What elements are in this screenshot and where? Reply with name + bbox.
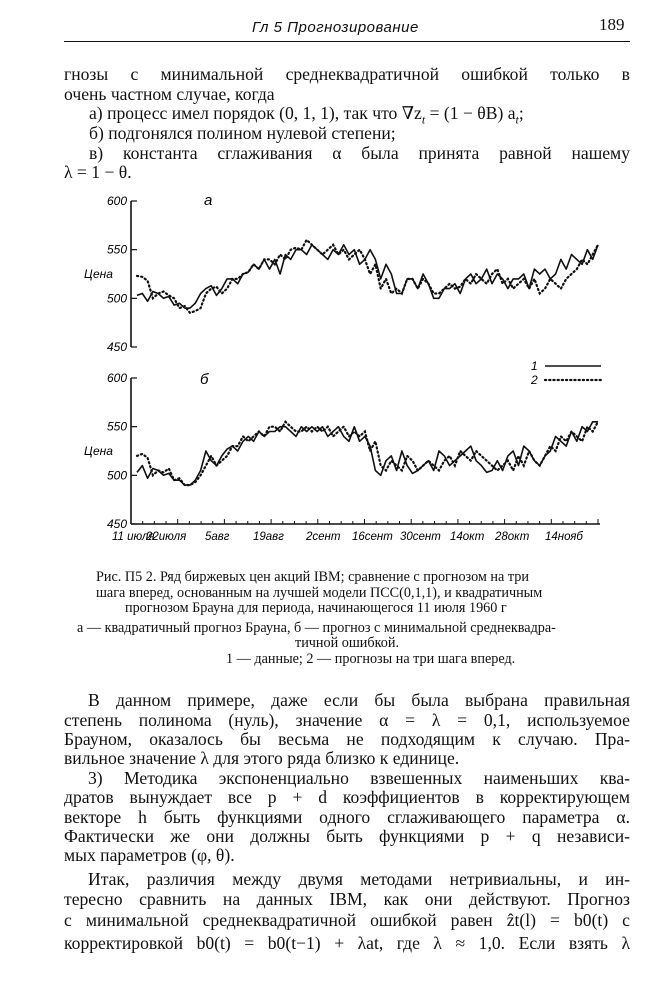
- list-item-a-text: ;: [518, 103, 524, 123]
- figure-caption-line1: [96, 569, 529, 586]
- text-line: дратов вынуждает все p + d коэффициентов в корректирующем: [64, 787, 630, 807]
- forecast-series-line: [137, 240, 598, 313]
- x-tick-label: 30сент: [400, 531, 441, 543]
- text-line: Брауном, оказалось бы весьма не подходящим к случаю. Пра-: [64, 729, 630, 749]
- text-line: мых параметров (φ, θ).: [64, 845, 235, 865]
- caption-text: тичной ошибкой.: [295, 635, 399, 651]
- text-line: λ = 1 − θ.: [64, 162, 132, 182]
- x-tick-label: 28окт: [495, 531, 530, 543]
- text-line: Итак, различия между двумя методами нетривиальны, и ин-: [88, 869, 630, 889]
- forecast-series-line: [137, 422, 598, 485]
- y-tick-label: 550: [106, 242, 127, 257]
- list-item-a-text: а) процесс имел порядок (0, 1, 1), так что ∇z: [89, 103, 422, 123]
- list-item-a-text: = (1 − θB) a: [425, 103, 516, 123]
- subscript: t: [421, 112, 426, 127]
- x-tick-label: 22июля: [146, 531, 187, 543]
- text-line: векторе h быть функциями одного сглаживающего параметра α.: [64, 807, 630, 827]
- y-tick-label: 550: [106, 419, 127, 434]
- caption-text: а — квадратичный прогноз Брауна, б — прогноз с минимальной среднеквадра-: [77, 620, 556, 636]
- text-line: корректировкой b0(t) = b0(t−1) + λat, где λ ≈ 1,0. Если взять λ: [64, 933, 630, 953]
- y-tick-label: 450: [106, 517, 127, 531]
- subscript: t: [515, 112, 519, 127]
- page-number: 189: [599, 15, 625, 34]
- y-tick-label: 600: [106, 371, 127, 385]
- y-tick-label: 500: [106, 468, 127, 483]
- caption-text: Ряд биржевых цен акций IBM; сравнение с прогнозом на три: [159, 569, 529, 585]
- y-tick-label: 450: [106, 340, 127, 354]
- running-title: Гл 5 Прогнозирование: [252, 19, 419, 36]
- figure-label: Рис. П5 2.: [96, 569, 157, 585]
- text-line: с минимальной среднеквадратичной ошибкой равен ẑt(l) = b0(t) с: [64, 910, 630, 930]
- list-item-b: б) подгонялся полином нулевой степени;: [89, 123, 396, 143]
- y-axis-label: Цена: [84, 267, 113, 281]
- text-line: Фактически же они должны быть функциями p + q независи-: [64, 826, 630, 846]
- text-line: В данном примере, даже если бы была выбрана правильная: [88, 690, 630, 710]
- x-tick-label: 19авг: [253, 531, 284, 543]
- price-chart: [0, 185, 667, 560]
- text-line: вильное значение λ для этого ряда близко к единице.: [64, 748, 460, 768]
- header-rule: [64, 41, 630, 42]
- y-tick-label: 500: [106, 291, 127, 306]
- text-line: очень частном случае, когда: [64, 84, 275, 104]
- legend-label: 1: [531, 359, 538, 373]
- x-tick-label: 16сент: [352, 531, 393, 543]
- data-series-line: [137, 245, 598, 308]
- x-tick-label: 14окт: [450, 531, 485, 543]
- caption-text: шага вперед, основанным на лучшей модели ПСС(0,1,1), и квадратичным: [96, 585, 543, 601]
- x-tick-label: 5авг: [205, 531, 230, 543]
- text-line: тересно сравнить на данных IBM, как они действуют. Прогноз: [64, 889, 630, 909]
- legend-label: 2: [531, 373, 538, 387]
- x-tick-label: 14нояб: [545, 531, 583, 543]
- caption-text: 1 — данные; 2 — прогнозы на три шага вперед.: [226, 651, 516, 667]
- text-line: степень полинома (нуль), значение α = λ = 0,1, используемое: [64, 710, 630, 730]
- x-tick-label: 2сент: [306, 531, 341, 543]
- text-line: гнозы с минимальной среднеквадратичной ошибкой только в: [64, 64, 630, 84]
- panel-label: б: [200, 371, 209, 388]
- caption-text: прогнозом Брауна для периода, начинающегося 11 июля 1960 г: [125, 600, 507, 616]
- panel-label: а: [204, 192, 213, 209]
- y-axis-label: Цена: [84, 444, 113, 458]
- text-line: 3) Методика экспоненциально взвешенных наименьших ква-: [88, 768, 630, 788]
- y-tick-label: 600: [106, 194, 127, 208]
- list-item-c: в) константа сглаживания α была принята равной нашему: [89, 143, 630, 163]
- x-tick-label: 11 июля: [112, 531, 155, 543]
